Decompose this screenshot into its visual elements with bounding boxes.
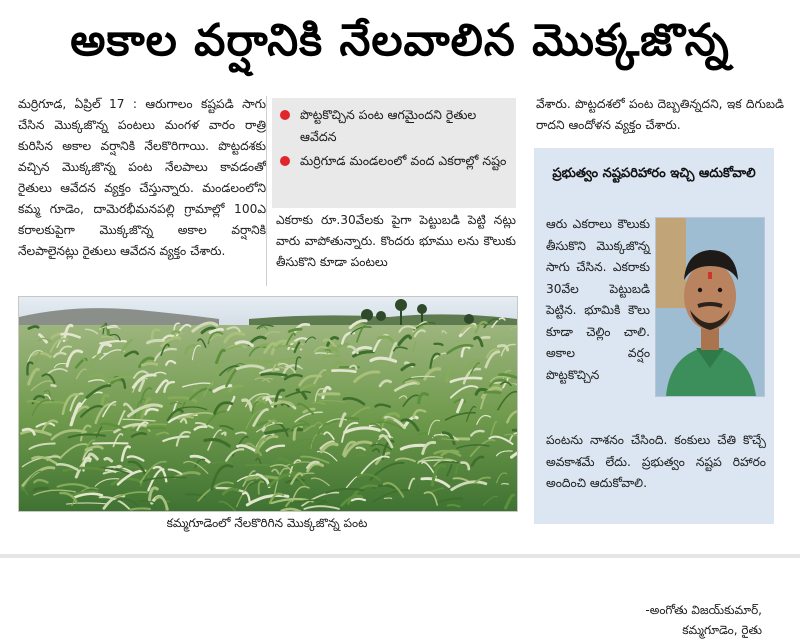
farmer-photo-image xyxy=(656,218,764,396)
page-bottom-rule xyxy=(0,554,800,558)
photo-caption: కమ్మగూడెంలో నేలకొరిగిన మొక్కజొన్న పంట xyxy=(166,516,368,530)
farmer-portrait xyxy=(655,217,765,397)
column-1-text: మర్రిగూడ, ఏప్రిల్ 17 : ఆరుగాలం కష్టపడి సాగు చేసిన మొక్కజొన్న పంటలు మంగళ వారం రాత్రి కురిసిన అకాల వర్షానికి నేలకొరిగాయి. పొట్టదశకు వచ్చిన మొక్కజొన్న పంట నేలపాలు కావడంతో రైతులు ఆవేదన వ్యక్తం చేస్తున్నారు. మండలంలోని కమ్మ గూడెం, దామెరభీమనపల్లి గ్రామాల్లో 100ఎ కరాలకుపైగా మొక్కజొన్న అకాల వర్షానికి నేలపాలైనట్లు రైతులు ఆవేదన వ్యక్తం చేశారు. xyxy=(18,97,266,258)
highlight-text: మర్రిగూడ మండలంలో వంద ఎకరాల్లో నష్టం xyxy=(300,153,507,168)
article-column-1 xyxy=(18,94,266,262)
highlight-text: పొట్టకొచ్చిన పంట ఆగమైందని రైతుల ఆవేదన xyxy=(300,107,477,144)
signature-place: కమ్మగూడెం, రైతు xyxy=(682,623,762,637)
quote-box-title: ప్రభుత్వం నష్టపరిహారం ఇచ్చి ఆదుకోవాలి xyxy=(552,166,756,181)
highlight-item xyxy=(280,104,508,148)
column-2-text: ఎకరాకు రూ.30వేలకు పైగా పెట్టుబడి పెట్టి నట్లు వారు వాపోతున్నారు. కొందరు భూము లను కౌలుకు తీసుకొని కూడా పంటలు xyxy=(276,213,516,269)
highlight-item xyxy=(280,150,508,172)
bullet-dot-icon xyxy=(280,110,290,120)
article-column-3 xyxy=(536,94,784,136)
field-photo xyxy=(18,296,518,512)
quote-text-lower: పంటను నాశనం చేసింది. కంకులు చేతి కొచ్చే అవకాశమే లేదు. ప్రభుత్వం నష్టప రిహారం అందించి ఆదుకోవాలి. xyxy=(546,433,766,490)
bullet-dot-icon xyxy=(280,156,290,166)
signature-name: -అంగోతు విజయ్‌కుమార్, xyxy=(645,603,762,617)
quote-signature xyxy=(542,600,762,640)
article-column-2 xyxy=(276,210,516,273)
column-divider xyxy=(266,96,267,286)
flattened-maize-field-image xyxy=(19,297,517,511)
highlights-box xyxy=(272,98,516,208)
quote-text-upper: ఆరు ఎకరాలు కౌలుకు తీసుకొని మొక్కజొన్న సాగు చేసిన. ఎకరాకు 30వేల పెట్టుబడి పెట్టిన. భూమికి కౌలు కూడా చెల్లిం చాలి. అకాల వర్షం పొట్టకొచ్చిన xyxy=(546,217,650,382)
headline: అకాల వర్షానికి నేలవాలిన మొక్కజొన్న xyxy=(70,15,730,66)
column-3-text: వేశారు. పొట్టదశలో పంట దెబ్బతిన్నదని, ఇక దిగుబడి రాదని ఆందోళన వ్యక్తం చేశారు. xyxy=(536,97,784,132)
